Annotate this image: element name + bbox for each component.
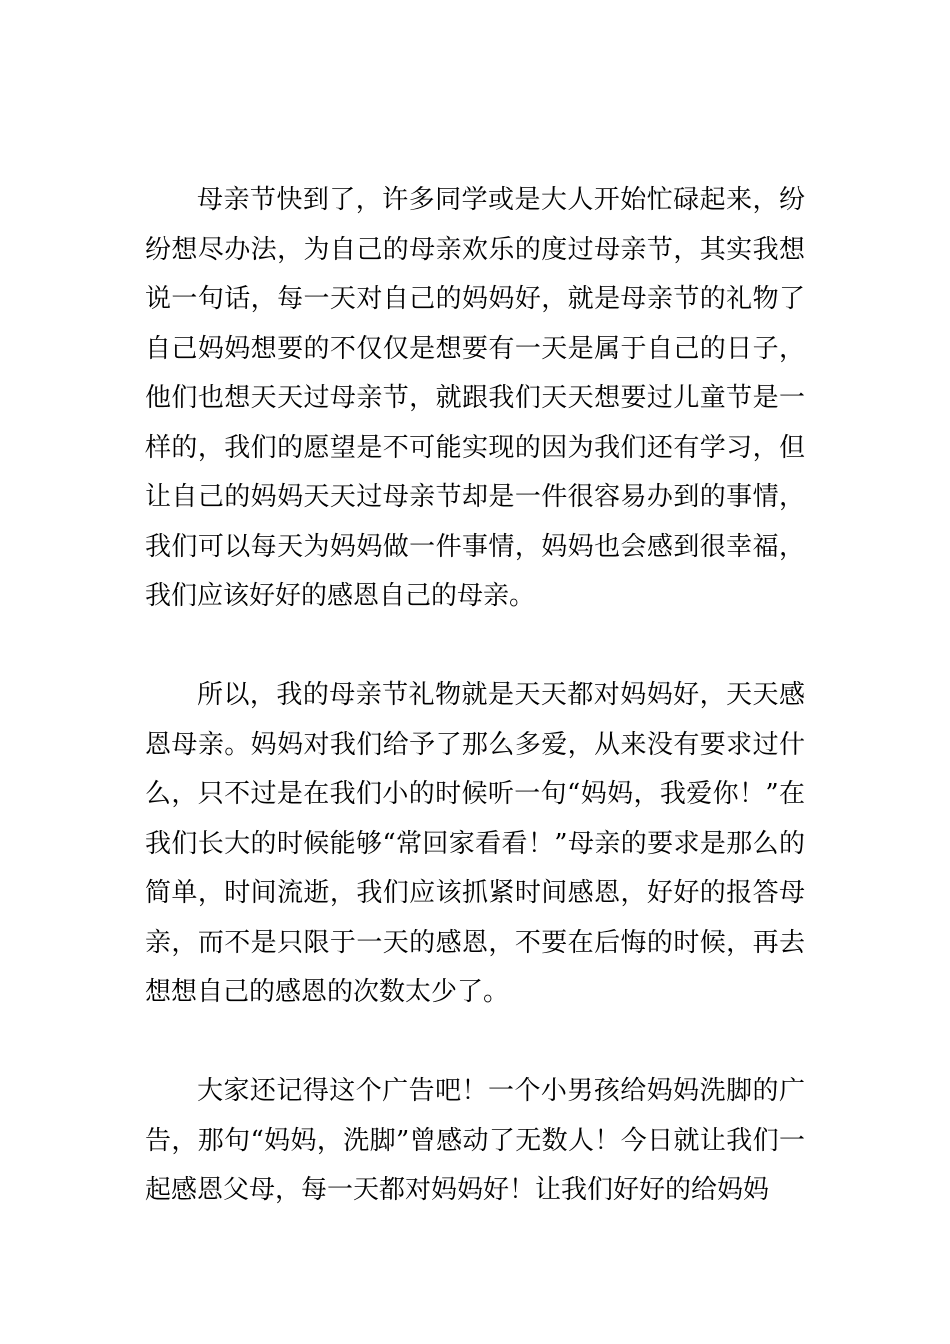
document-body [145,176,805,1216]
paragraph-1: 母亲节快到了，许多同学或是大人开始忙碌起来，纷纷想尽办法，为自己的母亲欢乐的度过母亲节，其实我想说一句话，每一天对自己的妈妈好，就是母亲节的礼物了自己妈妈想要的不仅仅是想要有一天是属于自己的日子，他们也想天天过母亲节，就跟我们天天想要过儿童节是一样的，我们的愿望是不可能实现的因为我们还有学习，但让自己的妈妈天天过母亲节却是一件很容易办到的事情，我们可以每天为妈妈做一件事情，妈妈也会感到很幸福，我们应该好好的感恩自己的母亲。 [145,185,805,611]
paragraph-2: 所以，我的母亲节礼物就是天天都对妈妈好，天天感恩母亲。妈妈对我们给予了那么多爱，从来没有要求过什么，只不过是在我们小的时候听一句“妈妈，我爱你！”在我们长大的时候能够“常回家看看！”母亲的要求是那么的简单，时间流逝，我们应该抓紧时间感恩，好好的报答母亲，而不是只限于一天的感恩，不要在后悔的时候，再去想想自己的感恩的次数太少了。 [145,680,805,1007]
paragraph-3: 大家还记得这个广告吧！一个小男孩给妈妈洗脚的广告，那句“妈妈，洗脚”曾感动了无数人！今日就让我们一起感恩父母，每一天都对妈妈好！让我们好好的给妈妈 [145,1076,805,1205]
